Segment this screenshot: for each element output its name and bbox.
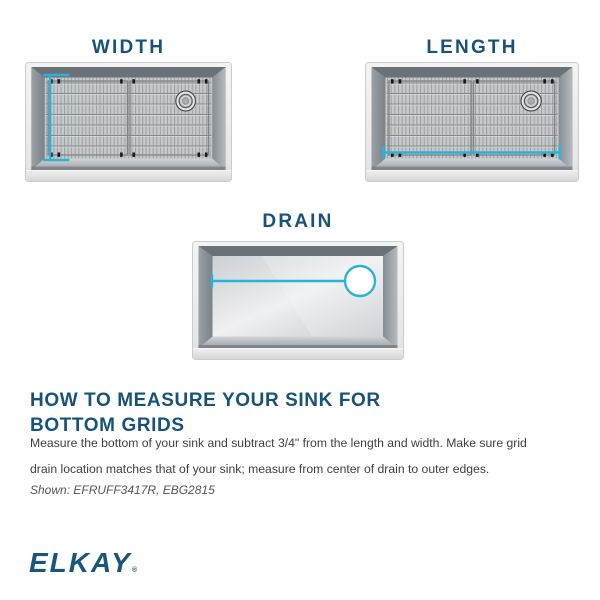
instruction-line-2: drain location matches that of your sink; measure from center of drain to outer edges. <box>30 462 490 476</box>
registered-trademark-icon: ® <box>131 567 137 574</box>
heading-line-1: HOW TO MEASURE YOUR SINK FOR <box>30 390 381 411</box>
heading-line-2: BOTTOM GRIDS <box>30 415 185 436</box>
elkay-logo <box>29 548 137 586</box>
instruction-paragraph <box>30 430 570 482</box>
drain-figure-label: DRAIN <box>262 211 334 232</box>
drain-location-icon <box>345 266 375 296</box>
instruction-line-1: Measure the bottom of your sink and subtract 3/4" from the length and width. Make sure grid <box>30 436 527 450</box>
length-sink-illustration <box>365 62 579 182</box>
width-sink-illustration <box>25 62 232 182</box>
drain-sink-illustration <box>192 241 404 360</box>
elkay-logo-text: ELKAY <box>29 547 132 578</box>
width-figure-label: WIDTH <box>91 37 166 58</box>
length-figure-label: LENGTH <box>426 37 518 58</box>
shown-models-note: Shown: EFRUFF3417R, EBG2815 <box>30 483 215 497</box>
